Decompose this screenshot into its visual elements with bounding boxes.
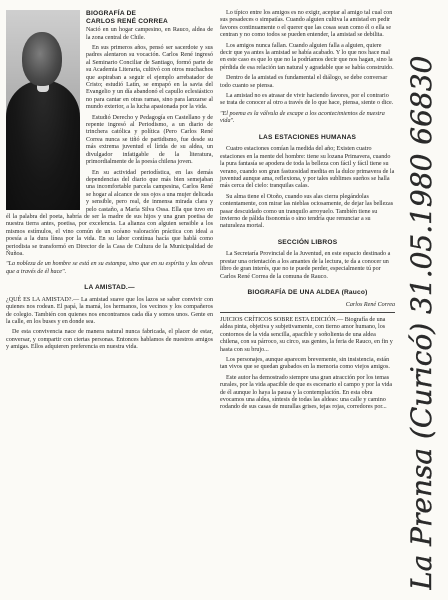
youth-paragraph: En sus primeros años, pensó ser sacerdote y sus padres alentaron su vocación. Carlos René ingresó al Seminario Conciliar de Santiago, formó parte de su Academia Literaria, cultivó con otros muchachos que aspiraban a seguir el ejemplo arrebatador de Cristo; estudió Latín, se empapó en la savia del Evangelio y un día abandonó el capullo eclesiástico no para cantar en otras ramas, sino para lanzarse al mundo exterior, a la lucha apasionada por la vida. [86, 45, 213, 111]
aldea-paragraph-2: Los personajes, aunque aparecen brevemente, sin insistencia, están tan vivos que se quedan grabados en la memoria como viejos amigos. [220, 357, 390, 371]
amistad-paragraph-2: De esta convivencia nace de manera natural nunca fabricada, el placer de estar, conversar, y compartir con ciertas personas. Entonces hablamos de nuestros amigos y amigas. Ellos adquieren preferencia en nuestra vida. [6, 329, 213, 351]
estaciones-paragraph-2: Su alma tiene el Otoño, cuando sus alas cierra plegándolas contentamente, con mirar las nieblas ociosamente, de dejar las bellezas pasar descuidado como un tranquilo arroyuelo. También tiene su invierno de pálida fisonomía o sino tendría que renunciar a su naturaleza mortal. [220, 193, 394, 230]
section-estaciones-heading: LAS ESTACIONES HUMANAS [258, 133, 357, 141]
aldea-paragraph-3: Este autor ha demostrado siempre una gran atracción por los temas rurales, por la vida apacible de que es escenario el campo y por la vida de él aunque lo haya la pausa y la contemplación. En esta obra evocamos una aldea, síntesis de todas las aldeas: una calle y camino rodando de sus casas de murallas grises, tejas rojas, corredores por... [220, 374, 393, 411]
poem-quote: "El poema es la válvula de escape a los acontecimientos de nuestra vida". [220, 110, 385, 125]
libros-paragraph: La Secretaría Provincial de la Juventud, en este espacio destinado a prestar una orientación a los amantes de la lectura, te da a conocer un libro de gran interés, que no te puede perder, especialmente tú por Carlos René Correa de la comuna de Rauco. [220, 251, 391, 280]
divider [220, 312, 395, 313]
section-amistad-heading: LA AMISTAD.— [84, 284, 135, 292]
friendship-paragraph-2: Los amigos nunca fallan. Cuando alguien falla a alguien, quiere decir que ya antes la amistad se había acabado. Y lo que nos hace mal en este caso es que lo que no la podríamos decir que nos hagan, sino la pérdida de esa relación tan natural y agradable que se había construido. [220, 42, 394, 71]
intro-paragraph: Nació en un hogar campesino, en Rauco, aldea de la zona central de Chile. [86, 27, 213, 41]
handwriting-text: La Prensa (Curicó) 31.05.1980 66830 [405, 55, 438, 590]
section-aldea-heading: BIOGRAFÍA DE UNA ALDEA (Rauco) [247, 288, 368, 296]
friendship-paragraph-4: La amistad no es atrasar de vivir haciendo favores, por el contrario se trata de conocer al otro a través de lo que hace, piensa, siente o dice. [220, 93, 394, 107]
left-column [6, 10, 213, 355]
friendship-paragraph-3: Dentro de la amistad es fundamental el diálogo, se debe conversar todo cuanto se piensa. [220, 75, 388, 89]
amistad-paragraph-1: ¿QUÉ ES LA AMISTAD?.— La amistad suave que los lazos se saber convivir con quienes nos rodean. El papá, la mamá, los hermanos, los vecinos y los compañeros de colegio. También con quienes nos encontramos cada día y somos unos. Gente en la calle, en los buses y en donde sea. [6, 296, 213, 325]
section-libros-heading: SECCIÓN LIBROS [277, 238, 338, 246]
estaciones-paragraph-1: Cuatro estaciones comían la medida del año; Existen cuatro estaciones en la mente del hombre: tiene su lozana Primavera, cuando la pura fantasía se apodera de toda la belleza con fácil y fácil tiene su verano, cuando son gran fastuosidad medita en la dulce primavera de la juventud aunque ama, reflexiona, y por tales sublimes sueños se halla más cerca del cielo: tranquilas calas. [220, 146, 395, 190]
quote-paragraph: "La nobleza de un hombre se está en su estampa, sino que en su espíritu y las obras que a través de él hace". [6, 261, 213, 275]
friendship-paragraph-1: Lo típico entre los amigos es no exigir, aceptar al amigo tal cual con sus pesadeces o simpatías. Cuando alguien cultiva la amistad en pedir favores continuamente o el querer que las cosas sean como él o ella se centran y no como todos se pueden entender, la amistad se debilita. [220, 10, 393, 39]
author-portrait [6, 10, 80, 210]
right-column [220, 10, 395, 415]
journalism-paragraph: En su actividad periodística, en las demás dependencias del diario que más bien semejaban una incomfortable parcela campesina, Carlos René se hogar al alcance de sus ojos a una mujer delicada y sensible, pero real, de inmensa mirada clara y pelo castaño, a María Silva Ossa. Ella que tuvo en él la palabra del poeta, habría de ser la madre de sus hijos y una gran poetisa de nuestra tierra antes, poetisa, por excelencia. La alianza con alguien sensible a los mismos estímulos, el vino común de un océano valoración práctica con ideal a poesía a la dura línea por la vida. En su labor contínua hacía que hablá como periodista se transformó en Director de la Casa de Cultura de la Municipalidad de Ñuñoa. [6, 169, 213, 257]
article-title: BIOGRAFÍA DE CARLOS RENÉ CORREA [86, 10, 168, 25]
aldea-paragraph-1: JUICIOS CRÍTICOS SOBRE ESTA EDICIÓN.— Biografía de una aldea pinta, objetiva y subjetivamente, con tierno amor humano, los contornos de la vida sencilla, apacible y soñolienta de una aldea chilena, con su párroco, su circo, sus gentes, la feria de Rauco, en fin y hasta con su brujo... [220, 316, 393, 353]
byline: Carlos René Correa [345, 301, 395, 308]
handwritten-source-note [403, 30, 445, 590]
studies-paragraph: Estudió Derecho y Pedagogía en Castellano y de repente ingresó al Periodismo, a un diario de trinchera católica y política (Pero Carlos René Correa nunca se tiñó de partidismo, fue desde su más extrema juventud el lírida de su aldea, un divulgador infatigable de la literatura, primordialmente de la poesía chilena joven. [86, 114, 213, 166]
